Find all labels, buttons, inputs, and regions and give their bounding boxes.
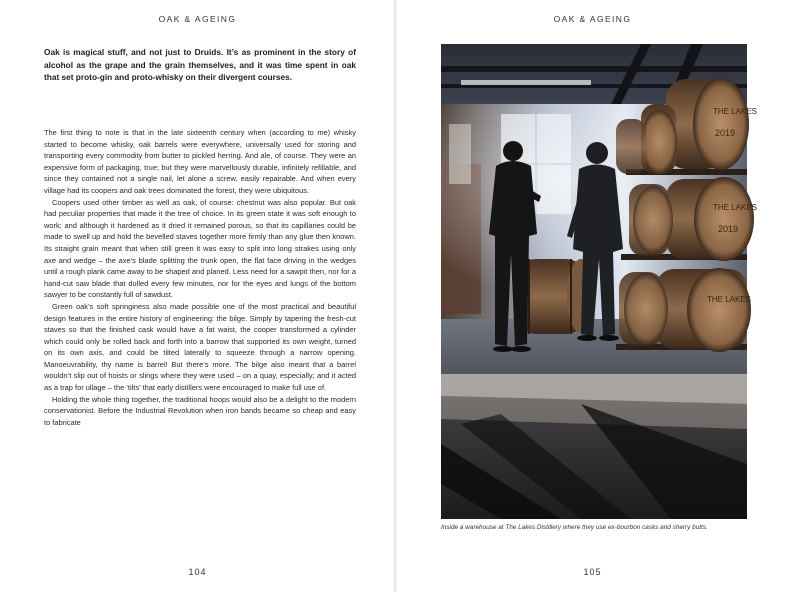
photo-caption	[441, 523, 751, 532]
cask-stencil-3: THE LAKES	[707, 295, 752, 304]
caption-prefix: Inside a warehouse at	[441, 524, 506, 531]
caption-venue: The Lakes Distillery	[505, 524, 562, 531]
warehouse-illustration	[441, 44, 758, 519]
running-head-left: OAK & AGEING	[158, 14, 237, 24]
lede-paragraph: Oak is magical stuff, and not just to Druids. It’s as prominent in the story of alcohol as the grape and the grain themselves, and it was time spent in oak that set proto-gin and proto-whisky on their divergent courses.	[44, 47, 356, 82]
caption-suffix: where they use ex-bourbon casks and sherry butts.	[561, 524, 708, 531]
right-page	[395, 0, 790, 592]
cask-stencil-1: THE LAKES	[713, 107, 758, 116]
cask-stencil-year-2: 2019	[718, 224, 739, 234]
page-number-right: 105	[583, 567, 602, 577]
body-paragraph-4: Holding the whole thing together, the traditional hoops would also be a delight to the modern conservationist. Before the Industrial Revolution when iron bands became so cheap and easy to fabricate	[44, 394, 356, 427]
cask-stencil-year-1: 2019	[715, 128, 736, 138]
body-paragraph-3: Green oak’s soft springiness also made possible one of the most practical and beautiful design features in the entire history of engineering: the bilge. Simply by tapering the fresh-cut staves so that the finished cask would have a fat waist, the cooper transformed a cylinder which could only be rolled back and forth into a barrow that supported its own weight, turned on its own axis, and could be tilted laterally to squeeze through a narrow opening. Manoeuvrability, thy name is barrel! But there’s more. The bilge also meant that a barrel wouldn’t slip out of hoists or slings where they were used – on a quay, especially; and it acted as a trap for ullage – the ‘tilts’ that early distillers were encouraged to make full use of.	[44, 301, 356, 393]
running-head-right: OAK & AGEING	[553, 14, 632, 24]
body-text	[44, 127, 356, 428]
cask-stencil-2: THE LAKES	[713, 203, 758, 212]
page-number-left: 104	[188, 567, 207, 577]
warehouse-photo	[441, 44, 758, 519]
body-paragraph-1: The first thing to note is that in the late sixteenth century when (according to me) whisky started to become whisky, oak barrels were everywhere, universally used for storing and transporting every commodity from butter to pickled herring. And ale, of course. They were an expensive form of packaging, true; but they were marvellously durable, infinitely refillable, and since they contained not a single nail, let alone a screw, easily repairable. And when every village had its coopers and oak trees dominated the forest, they were ubiquitous.	[44, 128, 356, 195]
body-paragraph-2: Coopers used other timber as well as oak, of course: chestnut was also popular. But oak had peculiar properties that made it the tree of choice. In its green state it was soft enough to work; and although it hardened as it dried it remained porous, so that its capillaries could be made to swell up and hold the bevelled staves together more firmly than any glue then known. Its straight grain meant that when still green it was easy to split into long strakes using only axe and wedge – the axe’s blade splitting the trunk open, the flat face driving in the wedges until a rough plank came away to be shaped and planed. Less need for a sawpit then, nor for a hand-cut saw blade that dulled every few minutes, nor for the eyes and lungs of the bottom sawyer to be constantly full of sawdust.	[44, 197, 356, 300]
